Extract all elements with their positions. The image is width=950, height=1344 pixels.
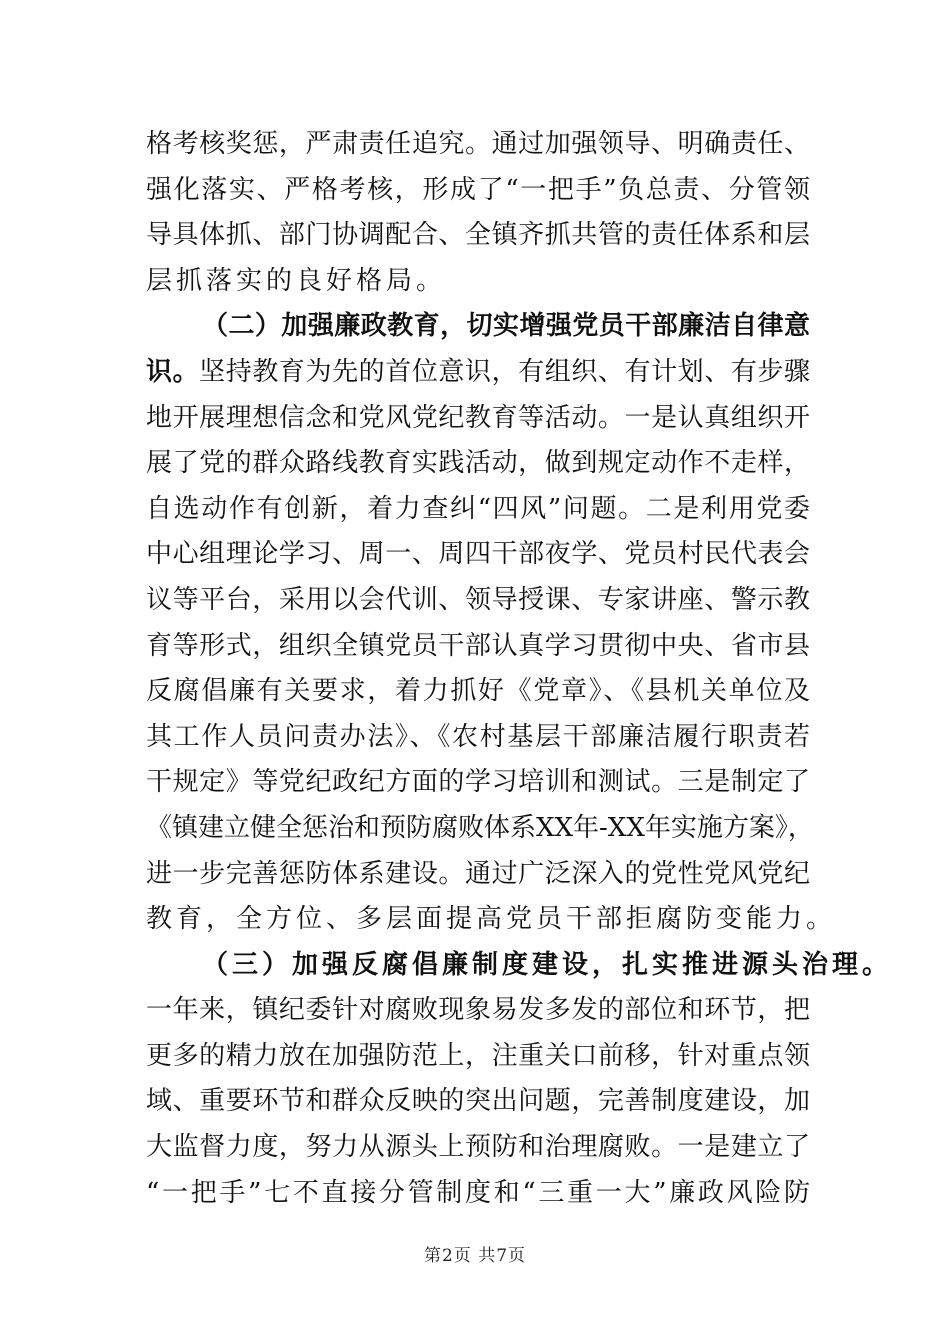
- page-number-footer: 第2页 共7页: [423, 1246, 527, 1266]
- text-line: 干规定》等党纪政纪方面的学习培训和测试。三是制定了: [146, 767, 810, 798]
- text-line: 地开展理想信念和党风党纪教育等活动。一是认真组织开: [146, 402, 810, 433]
- text-line: 《镇建立健全惩治和预防腐败体系XX年-XX年实施方案》，: [146, 812, 814, 843]
- text-line: 议等平台，采用以会代训、领导授课、专家讲座、警示教: [146, 584, 810, 615]
- text-run: 坚持教育为先的首位意识，有组织、有计划、有步骤: [199, 356, 810, 387]
- text-line: 导具体抓、部门协调配合、全镇齐抓共管的责任体系和层: [146, 220, 810, 251]
- text-line: 育等形式，组织全镇党员干部认真学习贯彻中央、省市县: [146, 630, 810, 661]
- text-line: 域、重要环节和群众反映的突出问题，完善制度建设，加: [146, 1086, 810, 1117]
- text-line: 大监督力度，努力从源头上预防和治理腐败。一是建立了: [146, 1132, 810, 1163]
- text-line: 教育，全方位、多层面提高党员干部拒腐防变能力。: [146, 904, 837, 935]
- section-heading-tail: 识。: [146, 356, 200, 387]
- section-heading: （二）加强廉政教育，切实增强党员干部廉洁自律意: [202, 311, 810, 342]
- document-body: [146, 122, 893, 1216]
- section-heading: （三）加强反腐倡廉制度建设，扎实推进源头治理。: [202, 949, 893, 980]
- text-line: 格考核奖惩，严肃责任追究。通过加强领导、明确责任、: [146, 129, 810, 159]
- text-line: “一把手”七不直接分管制度和“三重一大”廉政风险防: [146, 1177, 810, 1208]
- text-line: 层抓落实的良好格局。: [146, 265, 447, 296]
- text-line: 更多的精力放在加强防范上，注重关口前移，针对重点领: [146, 1040, 810, 1071]
- text-line: 反腐倡廉有关要求，着力抓好《党章》、《县机关单位及: [146, 676, 810, 707]
- text-line: 展了党的群众路线教育实践活动，做到规定动作不走样，: [146, 448, 810, 479]
- text-line: [146, 350, 810, 396]
- text-line: 强化落实、严格考核，形成了“一把手”负总责、分管领: [146, 174, 810, 205]
- text-line: 自选动作有创新，着力查纠“四风”问题。二是利用党委: [146, 493, 810, 524]
- text-line: 进一步完善惩防体系建设。通过广泛深入的党性党风党纪: [146, 858, 810, 889]
- text-line: 其工作人员问责办法》、《农村基层干部廉洁履行职责若: [146, 721, 810, 752]
- text-line: 中心组理论学习、周一、周四干部夜学、党员村民代表会: [146, 539, 810, 570]
- text-line: 一年来，镇纪委针对腐败现象易发多发的部位和环节，把: [146, 995, 810, 1026]
